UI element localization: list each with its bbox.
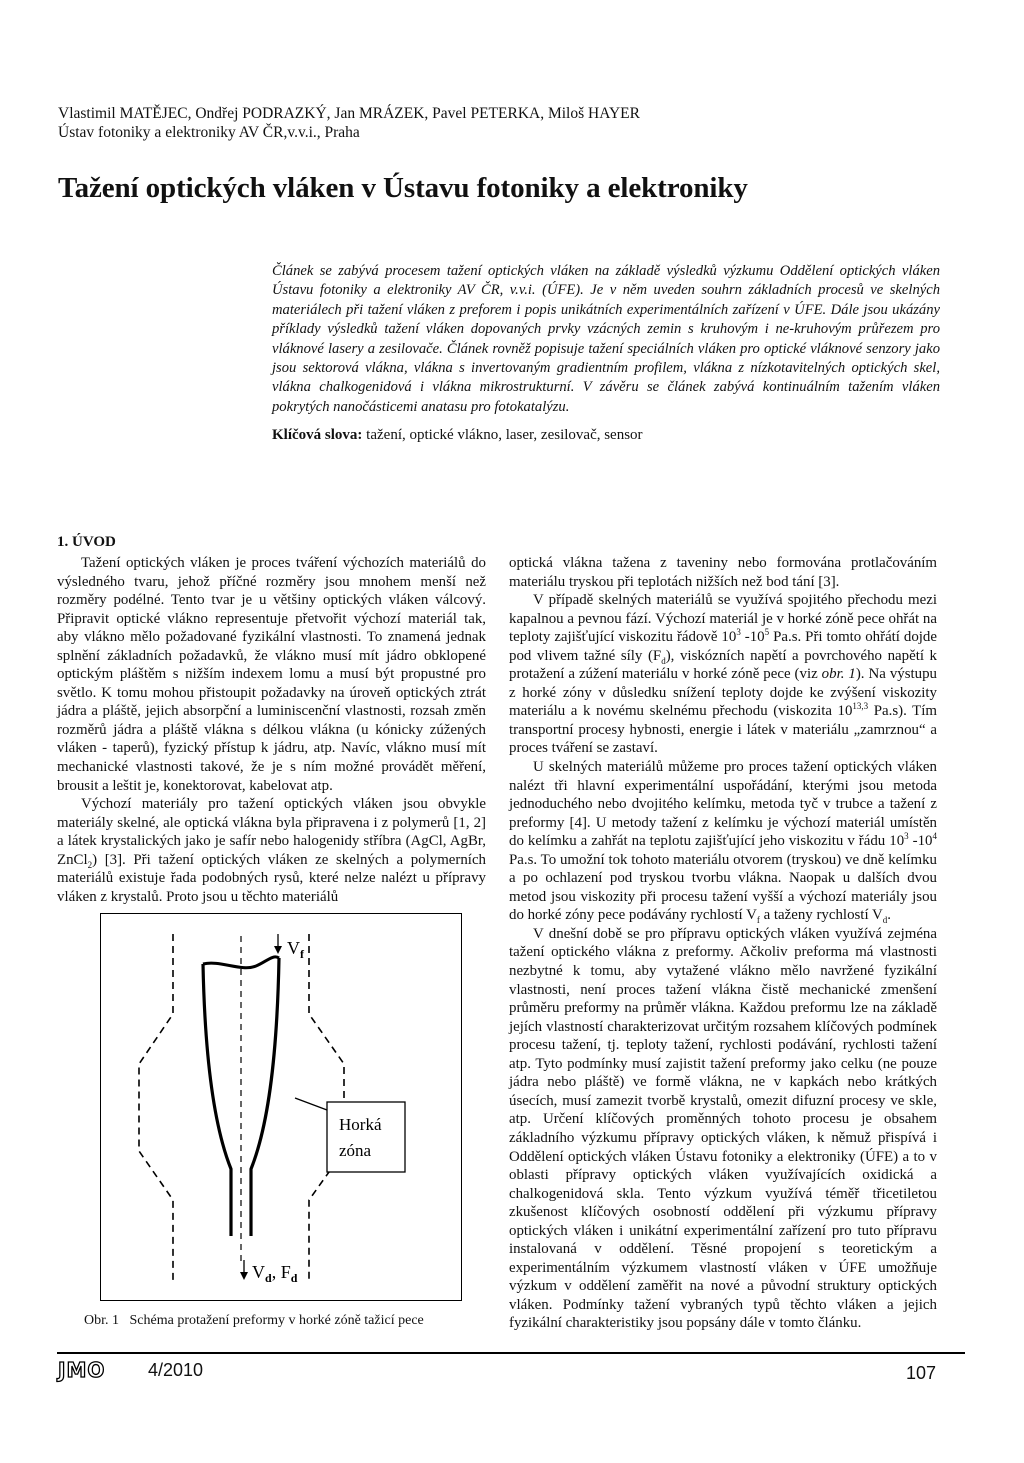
- paragraph-text: Pa.s. Při tomto ohřátí dojde pod vlivem tažné síly (F: [509, 629, 937, 664]
- footer-rule: [57, 1352, 965, 1354]
- preform-right-edge: [251, 958, 279, 1236]
- paragraph-text: Pa.s. To umožní tok tohoto materiálu otvorem (tryskou) ve dně kelímku a po ochlazení pod tryskou tvorbu vlákna. Naopak u dalších dvou metod jsou viskozity při procesu tažení vyšší a výchozí materiály jsou do horké zóny pece podávány rychlostí V: [509, 851, 937, 924]
- subscript: f: [756, 915, 760, 926]
- paragraph-text: .: [887, 907, 892, 924]
- arrow-vf-head: [274, 946, 282, 954]
- paragraph: [57, 554, 486, 795]
- furnace-wall-left: [139, 934, 173, 1282]
- authors: Vlastimil MATĚJEC, Ondřej PODRAZKÝ, Jan MRÁZEK, Pavel PETERKA, Miloš HAYER: [58, 105, 640, 122]
- paragraph-text: optická vlákna tažena z taveniny nebo formována protlačováním materiálu tryskou při teplotách nižších než bod tání [3].: [509, 555, 937, 590]
- paragraph-text: V případě skelných materiálů se využívá spojitého přechodu mezi kapalnou a pevnou fází. Výchozí materiál je v horké zóně pece ohřát na teploty zajišťující viskozitu řádově 10: [509, 592, 937, 646]
- keywords-label: Klíčová slova:: [272, 427, 363, 443]
- subscript: d: [882, 915, 888, 926]
- figure-svg: [101, 914, 461, 1300]
- column-left: [57, 554, 486, 906]
- paragraph: [57, 795, 486, 906]
- paragraph-text: U skelných materiálů můžeme pro proces tažení optických vláken nalézt tři hlavní experimentální uspořádání, kterými jsou metoda jednoduchého nebo dvojitého kelímku, metoda tyč v trubce a tažení z preformy [4]. U metody tažení z kelímku je výchozí materiál umístěn do kelímku a zahřát na teplotu zajišťující jeho viskozitu v řádu 10: [509, 759, 937, 850]
- issue-number: 4/2010: [148, 1360, 204, 1380]
- paragraph-text: -10: [908, 833, 933, 850]
- article-header: [58, 104, 640, 142]
- keywords-text: tažení, optické vlákno, laser, zesilovač, sensor: [366, 427, 643, 443]
- superscript: 4: [932, 831, 937, 842]
- paragraph: [509, 758, 937, 925]
- preform-left-edge: [203, 964, 231, 1236]
- paragraph-text: ), viskózních napětí a povrchového napětí k protažení a zúžení materiálu v horké zóně pece (viz: [509, 647, 938, 683]
- paragraph-text: a taženy rychlostí V: [759, 907, 883, 924]
- paragraph-text: V dnešní době se pro přípravu optických vláken využívá zejména tažení optického vlákna z preformy. Ačkoliv preforma má vlastnosti nezbytné k tomu, aby vytažené vlákno mělo navržené fyzikální vlastnosti, není proces tažení vlákna čistě mechanické zmenšení průměru preformy na průměr vlákna. Každou preformu lze na základě jejích vlastností charakterizovat určitým rozsahem klíčových podmínek procesu tažení, tj. teploty tažení, rychlosti podávání, rychlosti tažení atp. Tyto podmínky musí zajistit tažení preformy jako celku (ne pouze jádra nebo pláště) ve formě vlákna, ne v kapkách nebo krátkých úsecích, musí zamezit tvorbě krystalů, omezit difuzní procesy ve skle, atp. Určení klíčových proměnných tohoto procesu je obsahem základního výzkumu přípravy optických vláken, k němuž přispívá i Oddělení optických vláken Ústavu fotoniky a elektroniky (ÚFE) a to v oblasti přípravy optických vláken využívajících oxidická a chalkogenidová skla. Tento výzkum využívá téměř třicetiletou zkušenost klíčových osobností oddělení při výzkumu přípravy optických vláken i unikátní experimentální zařízení pro tuto přípravu instalovaná v oddělení. Těsné propojení s teoretickým a experimentálním výzkumem vlastností vláken v ÚFE umožňuje výzkum v oddělení zaměřit na nové a původní struktury optických vláken. Podmínky tažení vybraných typů těchto vláken a jejich fyzikální charakteristiky jsou popsány dále v tomto článku.: [509, 925, 937, 1332]
- figure-reference: obr. 1: [821, 666, 856, 683]
- subscript: 2: [87, 859, 93, 870]
- hot-zone-label-2: zóna: [339, 1141, 372, 1160]
- label-vf: $V_f$: [287, 938, 304, 961]
- hot-zone-label-1: Horká: [339, 1115, 382, 1134]
- superscript: 3: [904, 831, 909, 842]
- paragraph-text: -10: [740, 629, 765, 646]
- paragraph-text: Výchozí materiály pro tažení optických vláken jsou obvykle materiály skelné, ale optická vlákna byla připravena i z polymerů [1, 2] a látek krystalických jako je safír nebo halogenidy stříbra (AgCl, AgBr, ZnCl: [57, 796, 486, 868]
- paragraph-text: ). Na výstupu z horké zóny v důsledku snížení teploty dojde ke zvýšení viskozity materiálu a k novému skelnému přechodu (viskozita 10: [509, 666, 937, 720]
- paragraph-text: ) [3]. Při tažení optických vláken ze skelných a polymerních materiálů existuje řada podobných rysů, které nelze nalézt u přípravy vláken z krystalů. Proto jsou u těchto materiálů: [57, 851, 486, 905]
- superscript: 3: [736, 627, 741, 638]
- paragraph-text: Tažení optických vláken je proces tváření výchozích materiálů do výsledného tvaru, jehož příčné rozměry jsou mnohem menší než rozměry podélné. Tento tvar je u většiny optických vláken válcový. Připravit optické vlákno representuje přetvořit výchozí materiál tak, aby vlákno mělo požadované fyzikální vlastnosti. To znamená jednak splnění základních požadavků, že vlákno musí mít jádro obklopené optickým pláštěm s nižším indexem lomu a musí být propustné pro světlo. K tomu mohou přistoupit požadavky na úroveň optických ztrát jádra a pláště, jejich absorpční a luminiscenční vlastnosti, rozsah změn rozměrů jádra a pláště vlákna s délkou vlákna (u kónicky zúžených vláken - taperů), fyzický přístup k jádru, atp. Navíc, vlákno musí mít mechanické vlastnosti takové, že je s ním možné provádět měření, brousit a leštit je, konektorovat, kabelovat atp.: [57, 555, 486, 794]
- figure-caption: Obr. 1 Schéma protažení preformy v horké zóně tažicí pece: [84, 1313, 424, 1328]
- page-number: 107: [906, 1363, 937, 1383]
- column-right: [509, 554, 937, 1333]
- section-heading: 1. ÚVOD: [57, 534, 116, 550]
- abstract: Článek se zabývá procesem tažení optických vláken na základě výsledků výzkumu Oddělení optických vláken Ústavu fotoniky a elektroniky AV ČR, v.v.i. (ÚFE). Je v něm uveden souhrn základních procesů ve skelných materiálech při tažení vláken z preforem i popis unikátních experimentálních zařízení v ÚFE. Dále jsou ukázány příklady výsledků tažení vláken dopovaných prvky vzácných zemin s kruhovým i ne-kruhovým průřezem pro vláknové lasery a zesilovače. Článek rovněž popisuje tažení speciálních vláken pro optické vláknové senzory jako jsou sektorová vlákna, vlákna s invertovaným gradientním profilem, vlákna z nízkotavitelných optických skel, vlákna chalkogenidová i vlákna mikrostrukturní. V závěru se článek zabývá kontinuálním tažením vláken pokrytých nanočásticemi anatasu pro fotokatalýzu.: [272, 263, 940, 415]
- hot-zone-pointer: [295, 1098, 327, 1110]
- paragraph: [509, 591, 937, 758]
- subscript: d: [661, 655, 666, 666]
- label-vd-fd: $V_d$, $F_d$: [252, 1262, 298, 1285]
- journal-logo: JMO: [58, 1358, 106, 1382]
- affiliation: Ústav fotoniky a elektroniky AV ČR,v.v.i., Praha: [58, 124, 360, 141]
- hot-zone-box: [327, 1102, 405, 1172]
- superscript: 13,3: [852, 701, 869, 712]
- paragraph: [509, 925, 937, 1333]
- superscript: 5: [764, 627, 770, 638]
- keywords: [272, 427, 643, 444]
- figure-drawing-schematic: [100, 913, 462, 1301]
- paragraph-text: Pa.s). Tím transportní procesy hybnosti, energie i látek v materiálu „zamrznou“ a proces tváření se zastaví.: [509, 703, 937, 757]
- arrow-vd-head: [240, 1272, 248, 1280]
- article-title: Tažení optických vláken v Ústavu fotoniky a elektroniky: [58, 172, 748, 204]
- paragraph: [509, 554, 937, 591]
